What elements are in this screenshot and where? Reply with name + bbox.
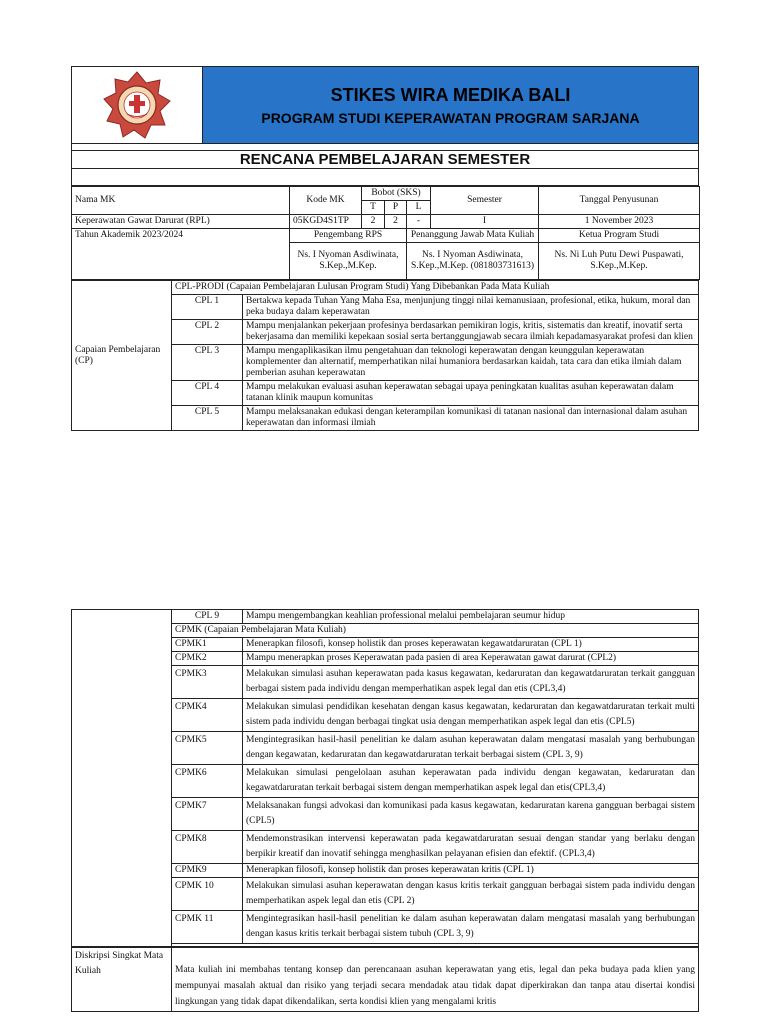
course-info-table (71, 186, 700, 280)
cpmk-text: Melakukan simulasi asuhan keperawatan pada kasus kegawatan, kedaruratan dan kegawatdaruratan terkait gangguan berbagai sistem pada individu dengan memperhatikan aspek legal dan etis (CPL3,4) (243, 666, 699, 699)
header-pengembang: Pengembang RPS (290, 229, 407, 243)
cpl-code: CPL 3 (172, 345, 243, 381)
rps-title-table (71, 144, 699, 186)
cpl-text: Mampu menjalankan pekerjaan profesinya berdasarkan pemikiran logis, kritis, sistematis dan kreatif, inovatif serta bekerjasama dan memiliki kepekaan sosial serta bertanggungjawab secara ilmiah kepadamasyarakat profesi dan klien (243, 320, 699, 345)
cpl-text: Mampu mengaplikasikan ilmu pengetahuan dan teknologi keperawatan dengan keunggulan keperawatan komplementer dan alternatif, memperhatikan nilai humaniora berdasarkan kaidah, tata cara dan etika ilmiah dalam pemberian asuhan keperawatan (243, 345, 699, 381)
header-l: L (407, 201, 431, 215)
program-name: PROGRAM STUDI KEPERAWATAN PROGRAM SARJANA (261, 109, 640, 126)
cpl-text: Mampu melaksanakan edukasi dengan keterampilan komunikasi di tatanan nasional dan internasional dalam asuhan keperawatan dan informasi ilmiah (243, 406, 699, 431)
cpmk-text: Mengintegrasikan hasil-hasil penelitian ke dalam asuhan keperawatan dalam mengatasi masalah yang berhubungan dengan kasus kritis terkait berbagai sistem tubuh (CPL 3, 9) (243, 911, 699, 944)
cpmk-code: CPMK8 (172, 831, 243, 864)
cpmk-text: Melakukan simulasi pendidikan kesehatan dengan kasus kegawatan, kedaruratan dan kegawatdaruratan terkait multi sistem pada individu dengan berbagai tingkat usia dengan memperhatikan aspek legal dan etis (CPL5) (243, 699, 699, 732)
pj-name: Ns. I Nyoman Asdiwinata, S.Kep.,M.Kep. (081803731613) (407, 243, 539, 280)
header-pj: Penanggung Jawab Mata Kuliah (407, 229, 539, 243)
pengembang-name: Ns. I Nyoman Asdiwinata, S.Kep.,M.Kep. (290, 243, 407, 280)
academic-year: Tahun Akademik 2023/2024 (72, 229, 290, 280)
cpl-code: CPL 9 (172, 610, 243, 624)
header-p: P (385, 201, 407, 215)
cpl-text: Bertakwa kepada Tuhan Yang Maha Esa, menjunjung tinggi nilai kemanusiaan, profesional, etika, hukum, moral dan peka budaya dalam keperawatan (243, 295, 699, 320)
cpmk-heading: CPMK (Capaian Pembelajaran Mata Kuliah) (172, 624, 699, 638)
cpmk-text: Menerapkan filosofi, konsep holistik dan proses keperawatan kegawatdaruratan (CPL 1) (243, 638, 699, 652)
cpmk-code: CPMK2 (172, 652, 243, 666)
institution-name: STIKES WIRA MEDIKA BALI (330, 84, 571, 105)
institution-logo (72, 67, 203, 143)
cpmk-code: CPMK4 (172, 699, 243, 732)
cpmk-code: CPMK 10 (172, 878, 243, 911)
credit-p: 2 (385, 215, 407, 229)
cpl-text: Mampu mengembangkan keahlian professional melalui pembelajaran seumur hidup (243, 610, 699, 624)
cpl-heading: CPL-PRODI (Capaian Pembelajaran Lulusan Program Studi) Yang Dibebankan Pada Mata Kuliah (172, 281, 699, 295)
cpmk-text: Mendemonstrasikan intervensi keperawatan pada kegawatdaruratan sesuai dengan standar yang berlaku dengan berpikir kreatif dan inovatif sehingga menghasilkan pelayanan efisien dan efektif. (CPL3,4) (243, 831, 699, 864)
cpmk-code: CPMK6 (172, 765, 243, 798)
cpmk-code: CPMK5 (172, 732, 243, 765)
header-ketua: Ketua Program Studi (539, 229, 700, 243)
cpmk-text: Melakukan simulasi pengelolaan asuhan keperawatan pada individu dengan kegawatan, kedaruratan dan kegawatdaruratan terkait berbagai sistem dengan memperhatikan aspek legal dan etis(CPL3,4) (243, 765, 699, 798)
cpl-code: CPL 5 (172, 406, 243, 431)
header-title-block (203, 67, 698, 143)
rps-page-2 (71, 609, 699, 1012)
credit-t: 2 (362, 215, 385, 229)
document-header (71, 66, 699, 144)
description-table (71, 947, 699, 1012)
cpmk-text: Menerapkan filosofi, konsep holistik dan proses keperawatan kritis (CPL 1) (243, 864, 699, 878)
cpmk-text: Melakukan simulasi asuhan keperawatan dengan kasus kritis terkait gangguan berbagai sistem pada individu dengan memperhatikan aspek legal dan etis (CPL 2) (243, 878, 699, 911)
document-title: RENCANA PEMBELAJARAN SEMESTER (72, 151, 699, 169)
cpmk-text: Melaksanakan fungsi advokasi dan komunikasi pada kasus kegawatan, kedaruratan karena gangguan berbagai sistem (CPL5) (243, 798, 699, 831)
credit-l: - (407, 215, 431, 229)
course-semester: I (431, 215, 539, 229)
header-tanggal: Tanggal Penyusunan (539, 187, 700, 215)
ketua-name: Ns. Ni Luh Putu Dewi Puspawati, S.Kep.,M.Kep. (539, 243, 700, 280)
cpl-code: CPL 2 (172, 320, 243, 345)
header-nama-mk: Nama MK (72, 187, 290, 215)
description-text: Mata kuliah ini membahas tentang konsep dan perencanaan asuhan keperawatan yang etis, legal dan peka budaya pada klien yang mempunyai masalah aktual dan risiko yang terjadi secara mendadak atau tidak dapat diperkirakan dan tanpa atau disertai kondisi lingkungan yang tidak dapat dikendalikan, serta kondisi klien yang mengalami kritis (172, 948, 699, 1012)
cpmk-code: CPMK9 (172, 864, 243, 878)
cpmk-code: CPMK1 (172, 638, 243, 652)
cpmk-code: CPMK3 (172, 666, 243, 699)
course-name: Keperawatan Gawat Darurat (RPL) (72, 215, 290, 229)
cpl-code: CPL 1 (172, 295, 243, 320)
header-semester: Semester (431, 187, 539, 215)
cpl-table (71, 280, 699, 431)
cpmk-text: Mengintegrasikan hasil-hasil penelitian ke dalam asuhan keperawatan dalam mengatasi masalah yang berhubungan dengan kegawatan, kedaruratan dan kegawatdaruratan terkait berbagai sistem (CPL 3, 9) (243, 732, 699, 765)
rps-page-1 (71, 66, 699, 431)
cpmk-code: CPMK7 (172, 798, 243, 831)
cpmk-text: Mampu menerapkan proses Keperawatan pada pasien di area Keperawatan gawat darurat (CPL2) (243, 652, 699, 666)
header-kode-mk: Kode MK (290, 187, 362, 215)
course-date: 1 November 2023 (539, 215, 700, 229)
cpmk-code: CPMK 11 (172, 911, 243, 944)
header-bobot: Bobot (SKS) (362, 187, 431, 201)
table-row (72, 610, 699, 624)
seal-icon (95, 70, 179, 140)
course-code: 05KGD4S1TP (290, 215, 362, 229)
cpmk-table (71, 609, 699, 947)
cpl-code: CPL 4 (172, 381, 243, 406)
cpl-text: Mampu melakukan evaluasi asuhan keperawatan sebagai upaya peningkatan kualitas asuhan keperawatan dalam tatanan klinik maupun komunitas (243, 381, 699, 406)
cp-label: Capaian Pembelajaran (CP) (72, 281, 172, 431)
description-label: Diskripsi Singkat Mata Kuliah (72, 948, 172, 1012)
header-t: T (362, 201, 385, 215)
